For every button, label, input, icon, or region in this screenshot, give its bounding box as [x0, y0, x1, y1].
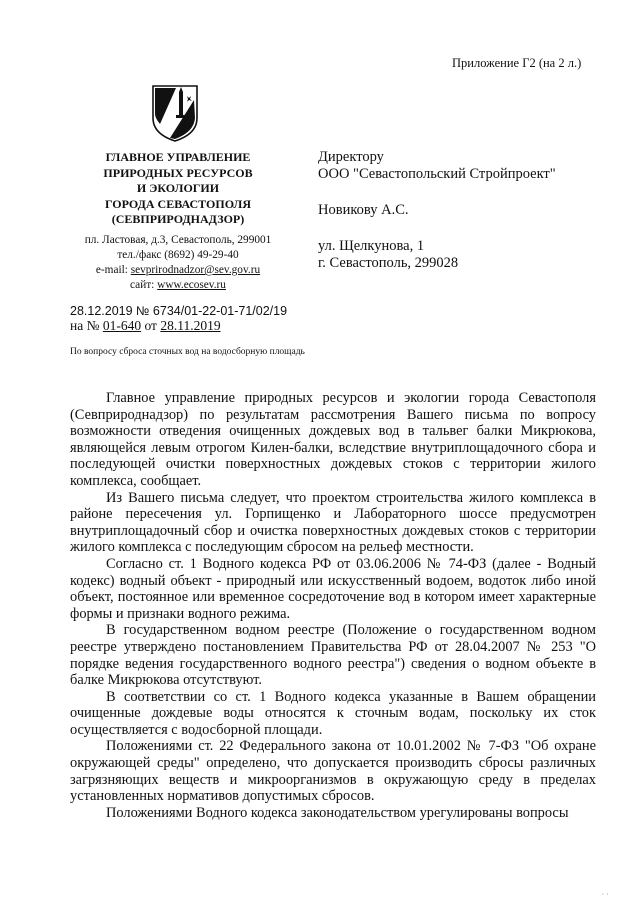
email-link[interactable]: sevprirodnadzor@sev.gov.ru: [130, 264, 261, 276]
org-site-row: [84, 278, 272, 293]
letter-subject: По вопросу сброса сточных вод на водосборную площадь: [70, 347, 305, 357]
org-name-line: ГЛАВНОЕ УПРАВЛЕНИЕ: [105, 150, 251, 164]
body-paragraph: Положениями ст. 22 Федерального закона от 10.01.2002 № 7-ФЗ "Об охране окружающей среды" определено, что допускается производить сбросы различных загрязняющих веществ и микроорганизмов в окружающую среду в пределах установленных нормативов допустимых сбросов.: [70, 738, 596, 805]
body-paragraph: Положениями Водного кодекса законодательством урегулированы вопросы: [106, 804, 569, 821]
org-address: пл. Ластовая, д.3, Севастополь, 299001: [84, 234, 272, 246]
reference-prefix: на №: [70, 318, 103, 333]
recipient-city: г. Севастополь, 299028: [318, 255, 459, 271]
org-contacts: [84, 233, 272, 293]
org-name-line: ПРИРОДНЫХ РЕСУРСОВ: [103, 165, 253, 180]
sevastopol-emblem-icon: [150, 84, 200, 142]
recipient-name: Новикову А.С.: [318, 202, 409, 218]
corner-mark: · ·: [601, 890, 609, 899]
recipient-street: ул. Щелкунова, 1: [318, 238, 425, 254]
site-label: сайт:: [130, 279, 158, 291]
reference-number: 01-640: [102, 318, 142, 333]
body-paragraph: Главное управление природных ресурсов и экологии города Севастополя (Севприроднадзор) по результатам рассмотрения Вашего письма по вопросу возможности отведения очищенных дождевых вод в тальвег балки Микрюкова, являющейся левым отрогом Килен-балки, вследствие внутриплощадочного сбора и последующей очистки поверхностных дождевых стоков с территории жилого комплекса, сообщает.: [70, 390, 596, 489]
reference-date: 28.11.2019: [160, 318, 221, 333]
organization-header: [84, 150, 272, 228]
body-paragraph: Согласно ст. 1 Водного кодекса РФ от 03.06.2006 № 74-ФЗ (далее - Водный кодекс) водный объект - природный или искусственный водоем, водоток либо иной объект, постоянное или временное сосредоточение вод в котором имеет характерные формы и признаки водного режима.: [70, 555, 596, 622]
org-phone: тел./факс (8692) 49-29-40: [117, 249, 239, 261]
org-name-line: ГОРОДА СЕВАСТОПОЛЯ: [104, 196, 252, 211]
recipient-position: Директору: [318, 149, 384, 165]
body-paragraph: Из Вашего письма следует, что проектом строительства жилого комплекса в районе пересечения ул. Горпищенко и Лабораторного шоссе предусмотрен внутриплощадочный сбор и очистка поверхностных дождевых стоков с территории жилого комплекса с последующим сбросом на рельеф местности.: [70, 489, 596, 556]
reference-mid: от: [141, 318, 161, 333]
org-email-row: [84, 263, 272, 278]
appendix-label: Приложение Г2 (на 2 л.): [452, 56, 582, 70]
letter-body: [70, 390, 596, 821]
site-link[interactable]: www.ecosev.ru: [157, 279, 226, 291]
org-name-line: (СЕВПРИРОДНАДЗОР): [111, 212, 245, 226]
body-paragraph: В соответствии со ст. 1 Водного кодекса указанные в Вашем обращении очищенные дождевые воды относятся к сточным водам, поскольку их сток осуществляется с водосборной площади.: [70, 688, 596, 738]
reference-line: [70, 318, 221, 334]
recipient-block: [318, 149, 556, 272]
org-name-line: И ЭКОЛОГИИ: [136, 181, 220, 195]
body-paragraph: В государственном водном реестре (Положение о государственном водном реестре утверждено постановлением Правительства РФ от 28.04.2007 № 253 "О порядке ведения государственного водного реестра") сведения о водном объекте в балке Микрюкова отсутствуют.: [70, 622, 596, 689]
email-label: e-mail:: [95, 264, 131, 276]
recipient-company: ООО "Севастопольский Стройпроект": [318, 166, 556, 182]
registration-number: 28.12.2019 № 6734/01-22-01-71/02/19: [70, 304, 288, 318]
